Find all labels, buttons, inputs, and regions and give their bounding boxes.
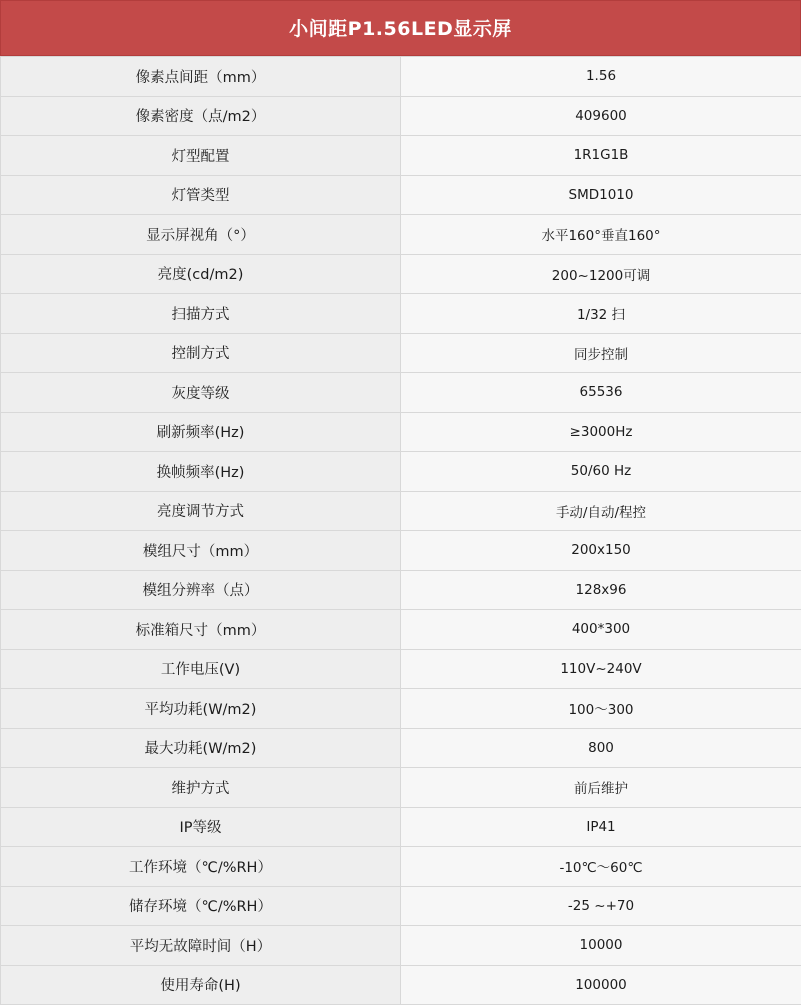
spec-parameter-value: 前后维护 bbox=[401, 768, 801, 808]
spec-parameter-value: 100～300 bbox=[401, 689, 801, 729]
spec-parameter-name: 平均无故障时间（H） bbox=[1, 926, 401, 966]
spec-parameter-value: -25 ~+70 bbox=[401, 886, 801, 926]
spec-parameter-name: 像素点间距（mm） bbox=[1, 57, 401, 97]
spec-parameter-name: 控制方式 bbox=[1, 333, 401, 373]
spec-parameter-name: 刷新频率(Hz) bbox=[1, 412, 401, 452]
spec-table bbox=[0, 56, 801, 1005]
table-row bbox=[1, 926, 801, 966]
table-row bbox=[1, 333, 801, 373]
page-title: 小间距P1.56LED显示屏 bbox=[0, 0, 801, 56]
table-row bbox=[1, 728, 801, 768]
table-row bbox=[1, 531, 801, 571]
spec-parameter-name: 工作电压(V) bbox=[1, 649, 401, 689]
spec-parameter-value: 手动/自动/程控 bbox=[401, 491, 801, 531]
spec-parameter-name: IP等级 bbox=[1, 807, 401, 847]
table-row bbox=[1, 57, 801, 97]
spec-parameter-name: 维护方式 bbox=[1, 768, 401, 808]
spec-parameter-value: 10000 bbox=[401, 926, 801, 966]
spec-parameter-value: 50/60 Hz bbox=[401, 452, 801, 492]
spec-parameter-value: 200~1200可调 bbox=[401, 254, 801, 294]
table-row bbox=[1, 491, 801, 531]
table-row bbox=[1, 215, 801, 255]
spec-parameter-value: -10℃～60℃ bbox=[401, 847, 801, 887]
spec-parameter-name: 储存环境（℃/%RH） bbox=[1, 886, 401, 926]
table-row bbox=[1, 452, 801, 492]
spec-parameter-name: 最大功耗(W/m2) bbox=[1, 728, 401, 768]
spec-parameter-name: 平均功耗(W/m2) bbox=[1, 689, 401, 729]
spec-parameter-value: 128x96 bbox=[401, 570, 801, 610]
spec-parameter-name: 使用寿命(H) bbox=[1, 965, 401, 1005]
table-row bbox=[1, 886, 801, 926]
table-row bbox=[1, 570, 801, 610]
spec-parameter-value: 同步控制 bbox=[401, 333, 801, 373]
table-row bbox=[1, 136, 801, 176]
spec-parameter-name: 显示屏视角（°） bbox=[1, 215, 401, 255]
table-row bbox=[1, 96, 801, 136]
spec-parameter-value: 409600 bbox=[401, 96, 801, 136]
spec-parameter-value: 1.56 bbox=[401, 57, 801, 97]
spec-parameter-name: 灯型配置 bbox=[1, 136, 401, 176]
table-row bbox=[1, 294, 801, 334]
spec-parameter-value: 110V~240V bbox=[401, 649, 801, 689]
spec-parameter-name: 灰度等级 bbox=[1, 373, 401, 413]
table-row bbox=[1, 689, 801, 729]
spec-parameter-name: 亮度(cd/m2) bbox=[1, 254, 401, 294]
spec-parameter-name: 模组尺寸（mm） bbox=[1, 531, 401, 571]
table-row bbox=[1, 373, 801, 413]
spec-parameter-value: SMD1010 bbox=[401, 175, 801, 215]
table-row bbox=[1, 807, 801, 847]
spec-parameter-name: 像素密度（点/m2） bbox=[1, 96, 401, 136]
table-row bbox=[1, 175, 801, 215]
spec-parameter-name: 工作环境（℃/%RH） bbox=[1, 847, 401, 887]
spec-parameter-name: 标准箱尺寸（mm） bbox=[1, 610, 401, 650]
spec-parameter-value: 1R1G1B bbox=[401, 136, 801, 176]
spec-parameter-value: 100000 bbox=[401, 965, 801, 1005]
spec-parameter-value: 水平160°垂直160° bbox=[401, 215, 801, 255]
spec-parameter-value: 1/32 扫 bbox=[401, 294, 801, 334]
spec-parameter-value: IP41 bbox=[401, 807, 801, 847]
spec-parameter-name: 扫描方式 bbox=[1, 294, 401, 334]
table-row bbox=[1, 847, 801, 887]
table-row bbox=[1, 412, 801, 452]
table-row bbox=[1, 965, 801, 1005]
table-row bbox=[1, 768, 801, 808]
table-row bbox=[1, 254, 801, 294]
spec-parameter-value: ≥3000Hz bbox=[401, 412, 801, 452]
spec-parameter-name: 灯管类型 bbox=[1, 175, 401, 215]
spec-parameter-value: 400*300 bbox=[401, 610, 801, 650]
spec-parameter-name: 亮度调节方式 bbox=[1, 491, 401, 531]
spec-parameter-name: 换帧频率(Hz) bbox=[1, 452, 401, 492]
spec-parameter-value: 800 bbox=[401, 728, 801, 768]
table-row bbox=[1, 649, 801, 689]
spec-parameter-value: 65536 bbox=[401, 373, 801, 413]
spec-parameter-name: 模组分辨率（点） bbox=[1, 570, 401, 610]
table-row bbox=[1, 610, 801, 650]
spec-parameter-value: 200x150 bbox=[401, 531, 801, 571]
spec-table-body bbox=[1, 57, 801, 1005]
